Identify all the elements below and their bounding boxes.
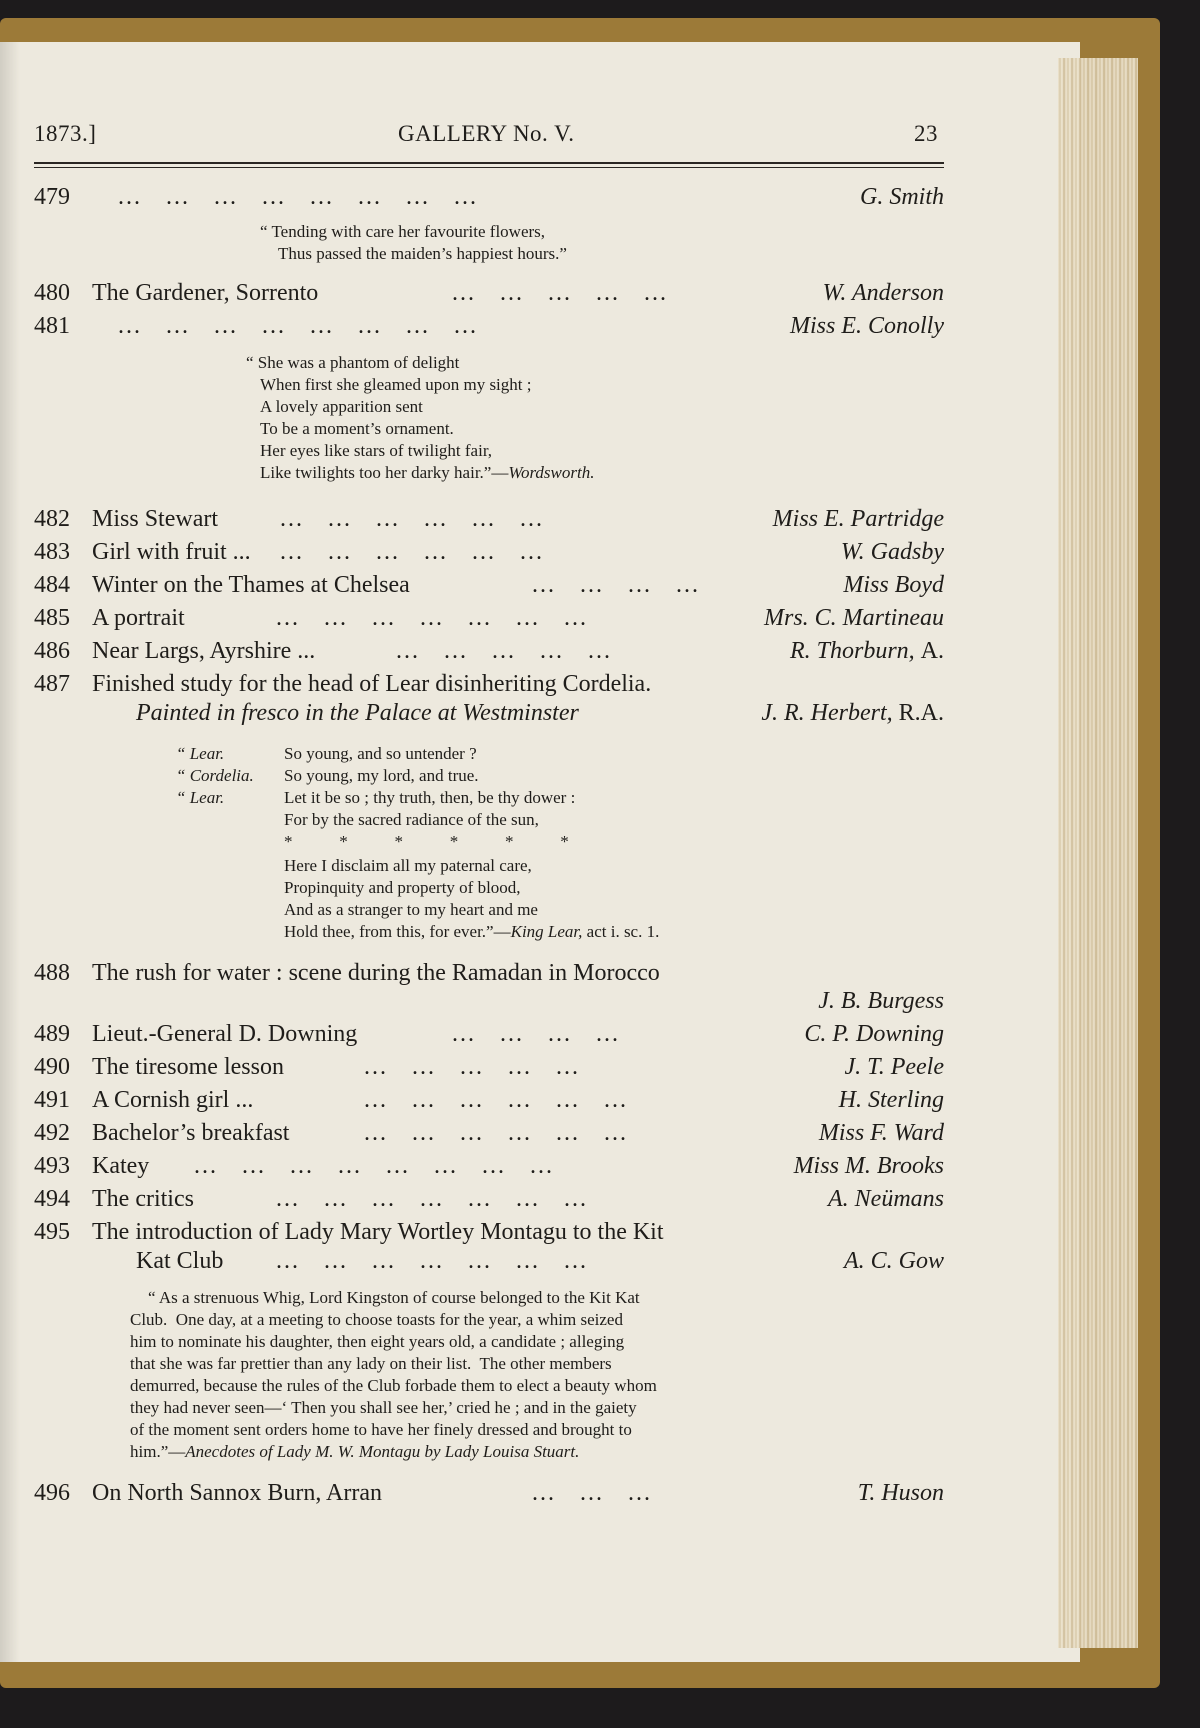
dialogue-line: Let it be so ; thy truth, then, be thy dower : [284, 788, 576, 807]
quote-line: him to nominate his daughter, then eight years old, a candidate ; alleging [130, 1332, 625, 1351]
artist-name: T. Huson [857, 1480, 944, 1506]
dialogue-line: So young, my lord, and true. [284, 766, 479, 785]
artist-name: Miss E. Conolly [790, 313, 944, 339]
leader-dots: ... ... ... ... ... ... [364, 1087, 628, 1113]
entry-number: 487 [34, 671, 70, 697]
quote-line: of the moment sent orders home to have her finely dressed and brought to [130, 1420, 632, 1439]
dialogue-speaker: “ Lear. [176, 788, 225, 807]
header-rule [34, 162, 944, 164]
artist-name: G. Smith [860, 184, 944, 210]
quote-line: “ As a strenuous Whig, Lord Kingston of course belonged to the Kit Kat [148, 1288, 640, 1307]
artwork-title-continued: Kat Club [136, 1248, 224, 1274]
dialogue-line: Propinquity and property of blood, [284, 878, 521, 897]
leader-dots: ... ... ... ... ... [396, 638, 612, 664]
artwork-title: Lieut.-General D. Downing [92, 1021, 358, 1047]
artist-name: Miss Boyd [843, 572, 944, 598]
entry-number: 492 [34, 1120, 70, 1146]
entry-number: 485 [34, 605, 70, 631]
quote-line: Like twilights too her darky hair.”—Wordsworth. [260, 463, 595, 482]
quote-line: him.”—Anecdotes of Lady M. W. Montagu by Lady Louisa Stuart. [130, 1442, 580, 1461]
leader-dots: ... ... ... ... [452, 1021, 620, 1047]
quote-line: A lovely apparition sent [260, 397, 423, 416]
leader-dots: ... ... ... ... ... ... ... [276, 1186, 588, 1212]
entry-number: 489 [34, 1021, 70, 1047]
quote-line: demurred, because the rules of the Club forbade them to elect a beauty whom [130, 1376, 657, 1395]
entry-number: 491 [34, 1087, 70, 1113]
quote-line: that she was far prettier than any lady on their list. The other members [130, 1354, 612, 1373]
header-title: GALLERY No. V. [398, 121, 575, 146]
entry-number: 488 [34, 960, 70, 986]
entry-number: 479 [34, 184, 70, 210]
entry-number: 494 [34, 1186, 70, 1212]
artist-name: W. Anderson [822, 280, 944, 306]
dialogue-line: And as a stranger to my heart and me [284, 900, 538, 919]
artist-name: C. P. Downing [804, 1021, 944, 1047]
entry-number: 493 [34, 1153, 70, 1179]
page-edges [1058, 58, 1138, 1648]
artist-name: A. C. Gow [843, 1248, 944, 1274]
dialogue-line: Hold thee, from this, for ever.”—King Lear, act i. sc. 1. [284, 922, 660, 941]
artist-name: J. R. Herbert, R.A. [761, 700, 944, 726]
quote-line: they had never seen—‘ Then you shall see her,’ cried he ; and in the gaiety [130, 1398, 637, 1417]
quote-line: Club. One day, at a meeting to choose toasts for the year, a whim seized [130, 1310, 623, 1329]
ellipsis-stars: * * * * * * [284, 832, 569, 851]
leader-dots: ... ... ... ... ... [364, 1054, 580, 1080]
quote-source: Wordsworth. [508, 463, 595, 482]
quote-source: Anecdotes of Lady M. W. Montagu by Lady Louisa Stuart. [185, 1442, 580, 1461]
artwork-title: The tiresome lesson [92, 1054, 284, 1080]
artwork-title: On North Sannox Burn, Arran [92, 1480, 382, 1506]
dialogue-line: For by the sacred radiance of the sun, [284, 810, 539, 829]
entry-number: 490 [34, 1054, 70, 1080]
entry-number: 483 [34, 539, 70, 565]
artist-name: J. T. Peele [844, 1054, 944, 1080]
artist-name: Miss M. Brooks [793, 1153, 944, 1179]
entry-number: 495 [34, 1219, 70, 1245]
artwork-title: Near Largs, Ayrshire ... [92, 638, 316, 664]
leader-dots: ... ... ... ... ... ... ... [276, 605, 588, 631]
spine-shadow [0, 42, 20, 1662]
leader-dots: ... ... ... ... ... ... ... ... [118, 184, 478, 210]
artwork-title: The introduction of Lady Mary Wortley Montagu to the Kit [92, 1219, 664, 1245]
entry-number: 486 [34, 638, 70, 664]
artwork-title: The Gardener, Sorrento [92, 280, 319, 306]
leader-dots: ... ... ... ... ... ... ... ... [118, 313, 478, 339]
leader-dots: ... ... ... ... ... ... ... ... [194, 1153, 554, 1179]
dialogue-line: Here I disclaim all my paternal care, [284, 856, 532, 875]
quote-source: King Lear, [510, 922, 583, 941]
entry-number: 480 [34, 280, 70, 306]
artwork-title: Miss Stewart [92, 506, 218, 532]
quote-line: “ She was a phantom of delight [246, 353, 460, 372]
dialogue-speaker: “ Cordelia. [176, 766, 254, 785]
artist-name: J. B. Burgess [818, 988, 944, 1014]
entry-number: 481 [34, 313, 70, 339]
artist-name: Mrs. C. Martineau [764, 605, 944, 631]
leader-dots: ... ... ... ... ... [452, 280, 668, 306]
leader-dots: ... ... ... ... ... ... [280, 539, 544, 565]
leader-dots: ... ... ... ... [532, 572, 700, 598]
leader-dots: ... ... ... ... ... ... ... [276, 1248, 588, 1274]
artwork-title: A portrait [92, 605, 185, 631]
quote-line: “ Tending with care her favourite flowers, [260, 222, 546, 241]
leader-dots: ... ... ... ... ... ... [364, 1120, 628, 1146]
leader-dots: ... ... ... ... ... ... [280, 506, 544, 532]
artwork-title: The critics [92, 1186, 194, 1212]
header-rule-thin [34, 167, 944, 168]
dialogue-line: So young, and so untender ? [284, 744, 477, 763]
artist-name: Miss E. Partridge [772, 506, 944, 532]
header-year: 1873.] [34, 121, 97, 146]
artist-name: R. Thorburn, A. [789, 638, 944, 664]
artwork-title: The rush for water : scene during the Ramadan in Morocco [92, 960, 660, 986]
quote-line: When first she gleamed upon my sight ; [260, 375, 532, 394]
artist-name: H. Sterling [838, 1087, 944, 1113]
entry-number: 482 [34, 506, 70, 532]
artwork-title: Bachelor’s breakfast [92, 1120, 290, 1146]
quote-line: To be a moment’s ornament. [260, 419, 454, 438]
artist-name: Miss F. Ward [818, 1120, 944, 1146]
artwork-title: Winter on the Thames at Chelsea [92, 572, 410, 598]
quote-line: Thus passed the maiden’s happiest hours.” [278, 244, 567, 263]
page-number: 23 [914, 121, 938, 146]
artist-name: W. Gadsby [840, 539, 944, 565]
entry-number: 484 [34, 572, 70, 598]
quote-line: Her eyes like stars of twilight fair, [260, 441, 493, 460]
entry-number: 496 [34, 1480, 70, 1506]
artwork-title: A Cornish girl ... [92, 1087, 254, 1113]
artwork-subtitle: Painted in fresco in the Palace at Westminster [136, 700, 579, 726]
artist-name: A. Neümans [828, 1186, 944, 1212]
leader-dots: ... ... ... [532, 1480, 652, 1506]
artwork-title: Finished study for the head of Lear disinheriting Cordelia. [92, 671, 652, 697]
artwork-title: Katey [92, 1153, 150, 1179]
artwork-title: Girl with fruit ... [92, 539, 251, 565]
dialogue-speaker: “ Lear. [176, 744, 225, 763]
